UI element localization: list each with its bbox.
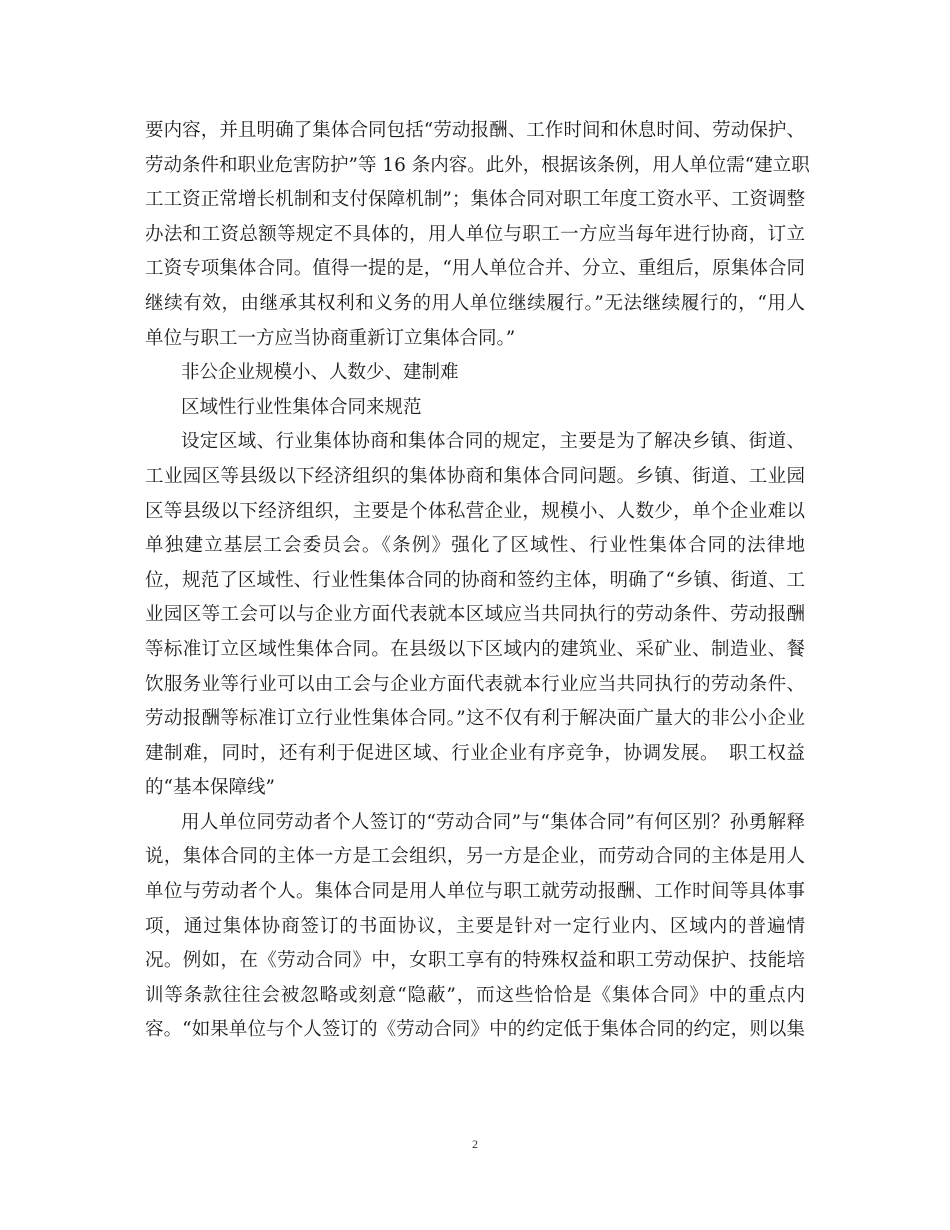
text-line: 区等县级以下经济组织，主要是个体私营企业，规模小、人数少，单个企业难以 xyxy=(145,500,805,522)
text-line: 要内容，并且明确了集体合同包括“劳动报酬、工作时间和休息时间、劳动保护、 xyxy=(145,120,805,141)
text-line: 非公企业规模小、人数少、建制难 xyxy=(181,362,459,384)
text-line: 业园区等工会可以与企业方面代表就本区域应当共同执行的劳动条件、劳动报酬 xyxy=(145,604,805,626)
text-line: 单独建立基层工会委员会。《条例》强化了区域性、行业性集体合同的法律地 xyxy=(145,535,805,557)
text-line: 单位与劳动者个人。集体合同是用人单位与职工就劳动报酬、工作时间等具体事 xyxy=(145,881,805,903)
text-line: 工业园区等县级以下经济组织的集体协商和集体合同问题。乡镇、街道、工业园 xyxy=(145,465,805,487)
text-line: 单位与职工一方应当协商重新订立集体合同。” xyxy=(145,327,516,349)
text-line: 办法和工资总额等规定不具体的，用人单位与职工一方应当每年进行协商，订立 xyxy=(145,223,805,245)
text-line: 位，规范了区域性、行业性集体合同的协商和签约主体，明确了“乡镇、街道、工 xyxy=(145,569,805,591)
text-line: 等标准订立区域性集体合同。在县级以下区域内的建筑业、采矿业、制造业、餐 xyxy=(145,638,805,660)
text-line: 容。“如果单位与个人签订的《劳动合同》中的约定低于集体合同的约定，则以集 xyxy=(145,1019,805,1041)
text-line: 区域性行业性集体合同来规范 xyxy=(181,396,422,418)
text-line: 劳动条件和职业危害防护”等 16 条内容。此外，根据该条例，用人单位需“建立职 xyxy=(145,154,810,176)
text-line: 工资专项集体合同。值得一提的是，“用人单位合并、分立、重组后，原集体合同 xyxy=(145,258,805,280)
document-body xyxy=(145,114,810,1048)
text-line: 建制难，同时，还有利于促进区域、行业企业有序竞争，协调发展。 职工权益 xyxy=(145,742,805,764)
text-line: 说，集体合同的主体一方是工会组织，另一方是企业，而劳动合同的主体是用人 xyxy=(145,846,805,868)
text-line: 况。例如，在《劳动合同》中，女职工享有的特殊权益和职工劳动保护、技能培 xyxy=(145,950,805,972)
text-line: 工工资正常增长机制和支付保障机制”；集体合同对职工年度工资水平、工资调整 xyxy=(145,189,805,211)
text-line: 设定区域、行业集体协商和集体合同的规定，主要是为了解决乡镇、街道、 xyxy=(181,431,805,453)
text-line: 饮服务业等行业可以由工会与企业方面代表就本行业应当共同执行的劳动条件、 xyxy=(145,673,805,695)
text-line: 项，通过集体协商签订的书面协议，主要是针对一定行业内、区域内的普遍情 xyxy=(145,915,805,937)
text-line: 的“基本保障线” xyxy=(145,777,275,799)
text-line: 用人单位同劳动者个人签订的“劳动合同”与“集体合同”有何区别？孙勇解释 xyxy=(181,811,805,833)
text-line: 劳动报酬等标准订立行业性集体合同。”这不仅有利于解决面广量大的非公小企业 xyxy=(145,708,805,730)
page-number: 2 xyxy=(472,1137,478,1151)
text-line: 训等条款往往会被忽略或刻意“隐蔽”，而这些恰恰是《集体合同》中的重点内 xyxy=(145,984,805,1006)
text-line: 继续有效，由继承其权利和义务的用人单位继续履行。”无法继续履行的，“用人 xyxy=(145,292,805,314)
